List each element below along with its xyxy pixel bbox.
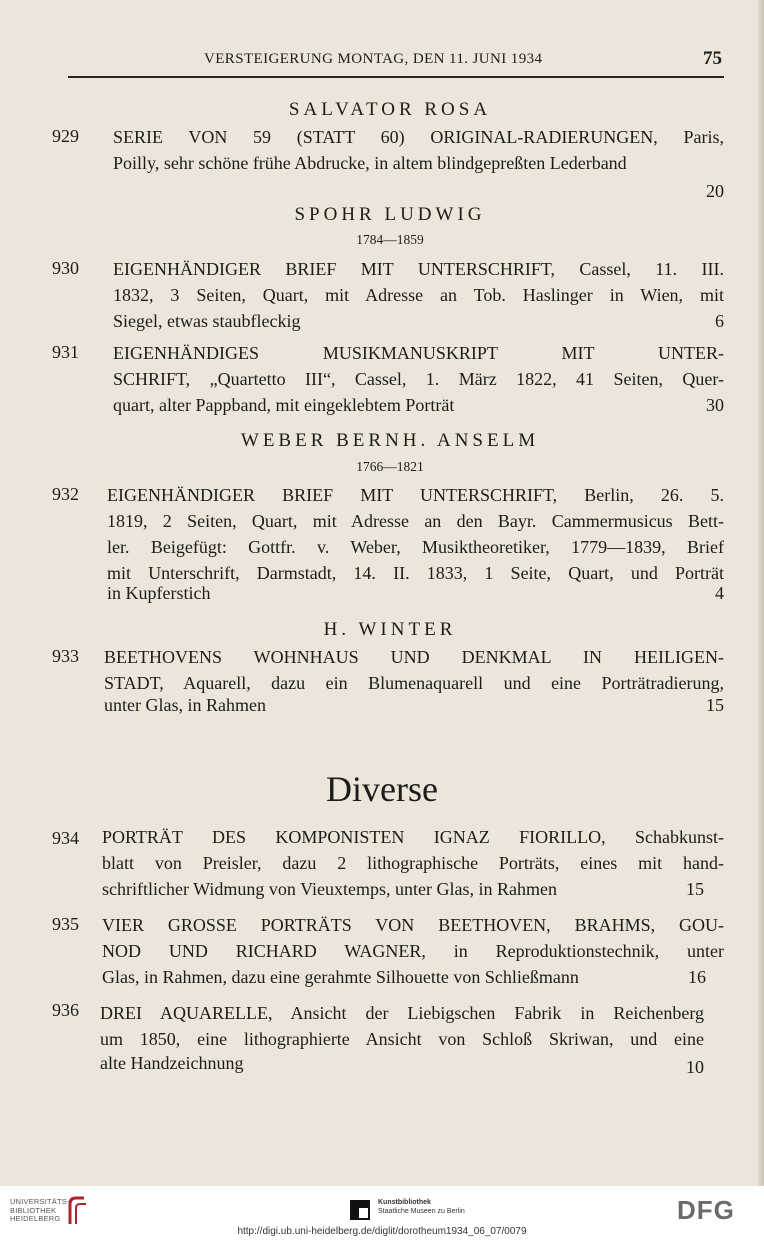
lot-line: alte Handzeichnung [100, 1053, 244, 1073]
page-edge [758, 0, 764, 1186]
lot-number: 935 [52, 914, 79, 934]
running-header [68, 49, 722, 75]
lot-price: 20 [706, 181, 724, 201]
lot-931 [52, 342, 724, 422]
footer-bar [0, 1186, 764, 1241]
lot-number: 931 [52, 342, 79, 362]
lot-number: 930 [52, 258, 79, 278]
lot-price: 30 [706, 395, 724, 415]
lot-930 [52, 258, 724, 338]
lot-933 [52, 646, 724, 726]
section-title-diverse: Diverse [326, 769, 438, 809]
lot-line: in Kupferstich [107, 583, 211, 603]
artist-heading-weber: WEBER BERNH. ANSELM [240, 430, 540, 451]
kunstbibliothek-logo-icon [350, 1200, 370, 1220]
running-title: VERSTEIGERUNG MONTAG, DEN 11. JUNI 1934 [204, 51, 543, 67]
lot-line: schriftlicher Widmung von Vieuxtemps, unter Glas, in Rahmen [102, 879, 557, 899]
artist-heading-winter: H. WINTER [323, 619, 457, 640]
lot-line: quart, alter Pappband, mit eingeklebtem Porträt [113, 395, 455, 415]
lot-line: DREI AQUARELLE, Ansicht der Liebigschen Fabrik in Reichenberg [100, 1003, 704, 1023]
lot-932 [52, 484, 724, 614]
lot-line: Glas, in Rahmen, dazu eine gerahmte Silhouette von Schließmann [102, 967, 579, 987]
page-number: 75 [703, 48, 722, 69]
dfg-logo: DFG [677, 1195, 735, 1225]
source-url[interactable]: http://digi.ub.uni-heidelberg.de/diglit/dorotheum1934_06_07/0079 [237, 1226, 527, 1237]
lot-line: BEETHOVENS WOHNHAUS UND DENKMAL IN HEILIGEN- [104, 647, 724, 667]
lot-line: Poilly, sehr schöne frühe Abdrucke, in altem blindgepreßten Lederband [113, 153, 627, 173]
lot-line: um 1850, eine lithographierte Ansicht von Schloß Skriwan, und eine [100, 1029, 704, 1049]
lot-line: 1819, 2 Seiten, Quart, mit Adresse an den Bayr. Cammermusicus Bett- [107, 511, 724, 531]
lot-line: EIGENHÄNDIGES MUSIKMANUSKRIPT MIT UNTER- [113, 343, 724, 363]
artist-heading-spohr: SPOHR LUDWIG [294, 204, 486, 225]
lot-line: VIER GROSSE PORTRÄTS VON BEETHOVEN, BRAHMS, GOU- [102, 915, 724, 935]
lot-line: mit Unterschrift, Darmstadt, 14. II. 1833, 1 Seite, Quart, und Porträt [107, 563, 724, 583]
heidelberg-library-logo-icon [66, 1196, 90, 1226]
lot-929 [52, 126, 724, 206]
lot-price: 4 [715, 583, 724, 603]
lot-935 [52, 914, 724, 994]
artist-dates-spohr: 1784—1859 [356, 232, 424, 247]
lot-line: NOD UND RICHARD WAGNER, in Reproduktionstechnik, unter [102, 941, 724, 961]
lot-line: 1832, 3 Seiten, Quart, mit Adresse an Tob. Haslinger in Wien, mit [113, 285, 724, 305]
artist-dates-weber: 1766—1821 [356, 459, 424, 474]
lot-price: 15 [706, 695, 724, 715]
library-name: UNIVERSITÄTS- BIBLIOTHEK HEIDELBERG [10, 1197, 70, 1223]
lot-line: PORTRÄT DES KOMPONISTEN IGNAZ FIORILLO, Schabkunst- [102, 827, 724, 847]
lot-price: 6 [715, 311, 724, 331]
lot-number: 936 [52, 1000, 79, 1020]
lot-line: blatt von Preisler, dazu 2 lithographische Porträts, eines mit hand- [102, 853, 724, 873]
lot-936 [52, 1000, 724, 1080]
artist-heading-rosa: SALVATOR ROSA [288, 99, 492, 120]
lot-line: SCHRIFT, „Quartetto III“, Cassel, 1. März 1822, 41 Seiten, Quer- [113, 369, 724, 389]
lot-line: EIGENHÄNDIGER BRIEF MIT UNTERSCHRIFT, Cassel, 11. III. [113, 259, 724, 279]
lot-number: 934 [52, 828, 79, 848]
lot-line: ler. Beigefügt: Gottfr. v. Weber, Musiktheoretiker, 1779—1839, Brief [107, 537, 724, 557]
lot-price: 15 [686, 879, 704, 899]
lot-line: Siegel, etwas staubfleckig [113, 311, 301, 331]
lot-line: SERIE VON 59 (STATT 60) ORIGINAL-RADIERUNGEN, Paris, [113, 127, 724, 147]
lot-line: EIGENHÄNDIGER BRIEF MIT UNTERSCHRIFT, Berlin, 26. 5. [107, 485, 724, 505]
lot-number: 932 [52, 484, 79, 504]
lot-934 [52, 828, 724, 908]
lot-price: 10 [686, 1057, 704, 1077]
kunstbibliothek-label: Kunstbibliothek Staatliche Museen zu Berlin [378, 1199, 465, 1215]
header-rule [68, 76, 724, 78]
lot-number: 933 [52, 646, 79, 666]
lot-line: unter Glas, in Rahmen [104, 695, 266, 715]
lot-price: 16 [688, 967, 706, 987]
lot-line: STADT, Aquarell, dazu ein Blumenaquarell und eine Porträtradierung, [104, 673, 724, 693]
lot-number: 929 [52, 126, 79, 146]
